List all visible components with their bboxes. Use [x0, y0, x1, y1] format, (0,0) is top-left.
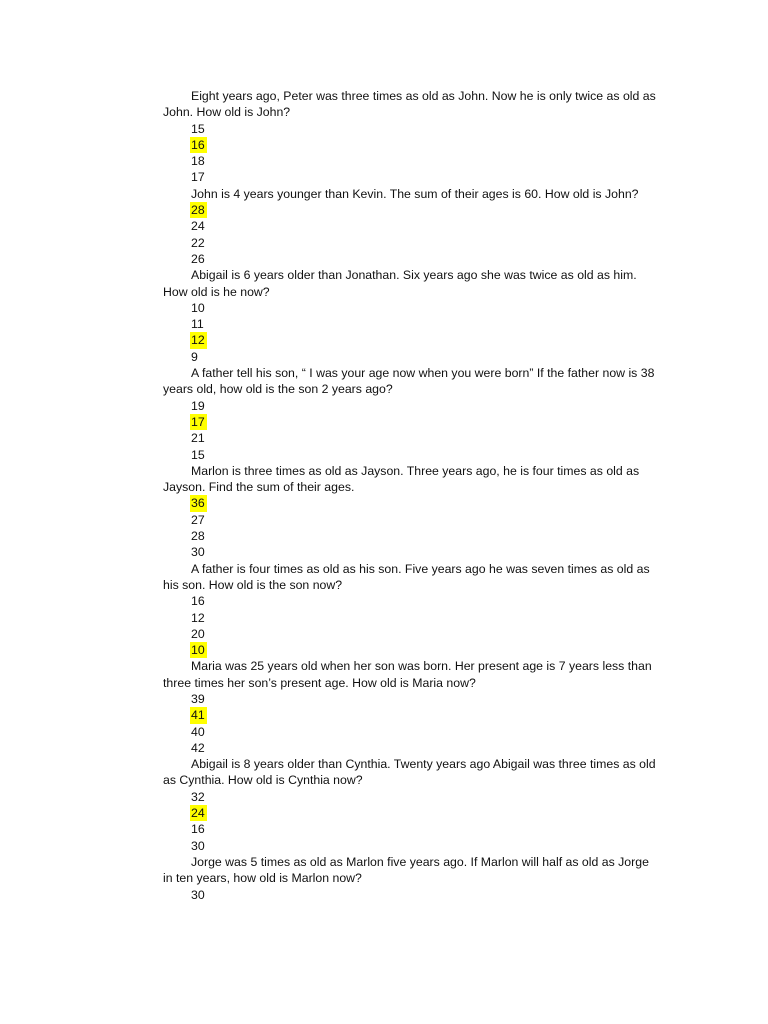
question-text: Abigail is 6 years older than Jonathan. Six years ago she was twice as old as him. How old is he now? — [163, 268, 637, 299]
answer-option-text: 26 — [191, 251, 205, 266]
answer-option-text: 18 — [191, 154, 205, 169]
answer-option — [191, 691, 768, 707]
answer-option-text: 21 — [191, 431, 205, 446]
answer-option-text: 28 — [191, 203, 205, 218]
answer-option-text: 10 — [191, 300, 205, 315]
answer-option-text: 16 — [191, 137, 205, 152]
answer-option-text: 12 — [191, 610, 205, 625]
question-block — [0, 88, 768, 186]
question-block — [0, 561, 768, 659]
answer-option-highlighted — [191, 642, 768, 658]
answer-option-highlighted — [191, 495, 768, 511]
question-block — [0, 186, 768, 267]
answer-option — [191, 626, 768, 642]
question-block — [0, 463, 768, 561]
question-block — [0, 658, 768, 756]
answer-option — [191, 349, 768, 365]
answer-option-text: 11 — [191, 317, 204, 332]
question-text: Abigail is 8 years older than Cynthia. Twenty years ago Abigail was three times as old as Cynthia. How old is Cynthia now? — [163, 757, 656, 788]
answer-option-text: 10 — [191, 643, 205, 658]
answer-option-highlighted — [191, 707, 768, 723]
answer-option-text: 40 — [191, 724, 205, 739]
answer-option — [191, 121, 768, 137]
answer-option-text: 30 — [191, 838, 205, 853]
answer-option — [191, 740, 768, 756]
answer-option-text: 24 — [191, 219, 205, 234]
answer-option — [191, 398, 768, 414]
question-text: A father is four times as old as his son. Five years ago he was seven times as old as his son. How old is the son now? — [163, 561, 650, 592]
answer-option-text: 22 — [191, 235, 205, 250]
answer-option-highlighted — [191, 332, 768, 348]
answer-option — [191, 153, 768, 169]
answer-option-highlighted — [191, 414, 768, 430]
answer-option — [191, 789, 768, 805]
question-block — [0, 267, 768, 365]
answer-option — [191, 887, 768, 903]
answer-option-text: 16 — [191, 594, 205, 609]
answer-option-text: 12 — [191, 333, 205, 348]
answer-option-text: 19 — [191, 398, 205, 413]
answer-option — [191, 447, 768, 463]
question-text: Eight years ago, Peter was three times as old as John. Now he is only twice as old as John. How old is John? — [163, 89, 656, 120]
answer-option — [191, 218, 768, 234]
answer-option-text: 20 — [191, 626, 205, 641]
question-text: Jorge was 5 times as old as Marlon five years ago. If Marlon will half as old as Jorge in ten years, how old is Marlon now? — [163, 854, 649, 886]
answer-option — [191, 724, 768, 740]
question-text: John is 4 years younger than Kevin. The sum of their ages is 60. How old is John? — [191, 186, 639, 201]
question-block — [0, 854, 768, 903]
answer-option-text: 32 — [191, 789, 205, 804]
answer-option — [191, 512, 768, 528]
answer-option — [191, 430, 768, 446]
answer-option-text: 27 — [191, 512, 205, 527]
answer-option — [191, 316, 768, 332]
answer-option — [191, 821, 768, 837]
answer-option — [191, 544, 768, 560]
question-text: Marlon is three times as old as Jayson. Three years ago, he is four times as old as Jayson. Find the sum of their ages. — [163, 463, 640, 495]
answer-option-text: 17 — [191, 170, 205, 185]
answer-option-text: 17 — [191, 414, 205, 429]
answer-option — [191, 610, 768, 626]
question-text: Maria was 25 years old when her son was born. Her present age is 7 years less than three times her son’s present age. How old is Maria now? — [163, 659, 652, 690]
answer-option-text: 30 — [191, 887, 205, 902]
answer-option-highlighted — [191, 137, 768, 153]
answer-option-text: 30 — [191, 545, 205, 560]
answer-option-highlighted — [191, 805, 768, 821]
answer-option — [191, 300, 768, 316]
answer-option-text: 41 — [191, 708, 205, 723]
answer-option-text: 39 — [191, 691, 205, 706]
answer-option — [191, 169, 768, 185]
question-block — [0, 756, 768, 854]
answer-option-text: 9 — [191, 349, 198, 364]
answer-option-text: 28 — [191, 529, 205, 544]
answer-option-text: 24 — [191, 806, 205, 821]
question-block — [0, 365, 768, 463]
answer-option — [191, 838, 768, 854]
answer-option-text: 15 — [191, 121, 205, 136]
question-text: A father tell his son, “ I was your age now when you were born” If the father now is 38 years old, how old is the son 2 years ago? — [163, 366, 655, 397]
answer-option — [191, 251, 768, 267]
answer-option-highlighted — [191, 202, 768, 218]
answer-option — [191, 235, 768, 251]
answer-option-text: 15 — [191, 447, 205, 462]
answer-option-text: 36 — [191, 496, 205, 511]
answer-option — [191, 528, 768, 544]
answer-option — [191, 593, 768, 609]
answer-option-text: 16 — [191, 822, 205, 837]
answer-option-text: 42 — [191, 740, 205, 755]
